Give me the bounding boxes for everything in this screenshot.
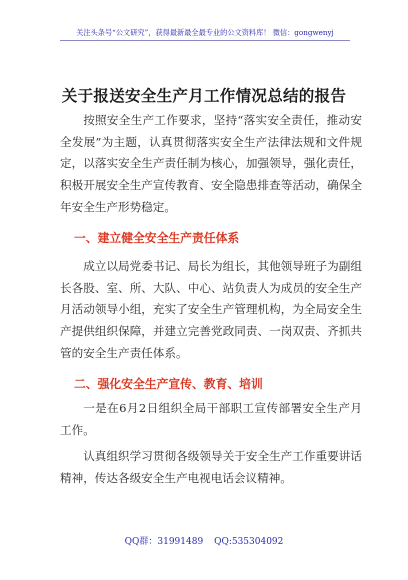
section-heading-1: 一、建立健全安全生产责任体系 [74, 231, 240, 245]
section-1-paragraph: 成立以局党委书记、局长为组长，其他领导班子为副组长各股、室、所、大队、中心、站负责人为成员的安全生产月活动领导小组，充实了安全生产管理机构，为全局安全生产提供组织保障，并建立完善党政同责、一岗双责、齐抓共管的安全生产责任体系。 [60, 259, 362, 360]
header-banner: 关注头条号“公文研究”，获得最新最全最专业的公文资料库！ 微信：gongwenyj [76, 28, 334, 37]
section-2-paragraph-1: 一是在6月2日组织全局干部职工宣传部署安全生产月工作。 [60, 401, 362, 437]
section-2-paragraph-2: 认真组织学习贯彻各级领导关于安全生产工作重要讲话精神，传达各级安全生产电视电话会议精神。 [60, 449, 362, 485]
footer-qq: QQ:535304092 [214, 537, 284, 547]
section-heading-2: 二、强化安全生产宣传、教育、培训 [74, 377, 263, 391]
document-title: 关于报送安全生产月工作情况总结的报告 [61, 87, 347, 105]
footer-qq-group: QQ群：31991489 [124, 537, 204, 547]
header-divider [60, 40, 350, 41]
intro-paragraph: 按照安全生产工作要求，坚持“落实安全责任，推动安全发展”为主题，认真贯彻落实安全生产法律法规和文件规定，以落实安全生产责任制为核心，加强领导，强化责任，积极开展安全生产宣传教育、安全隐患排查等活动，确保全年安全生产形势稳定。 [60, 113, 362, 214]
footer-contact [0, 534, 408, 547]
